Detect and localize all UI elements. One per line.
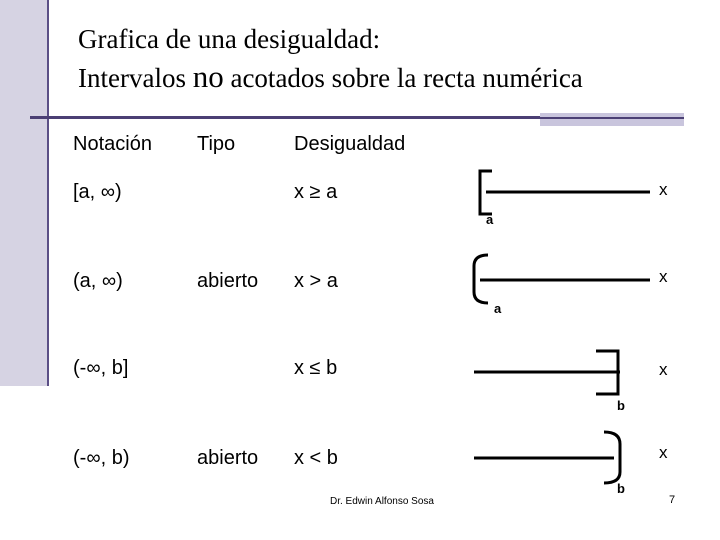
row2-point-label: a: [494, 301, 502, 316]
slide-title: [78, 20, 583, 97]
row2-type: abierto: [197, 270, 259, 292]
row4-point-label: b: [617, 481, 625, 496]
row2-variable-label: x: [659, 267, 668, 286]
row4-notation: (-∞, b): [73, 447, 130, 469]
row3-point-label: b: [617, 398, 625, 413]
header-type: Tipo: [197, 133, 236, 155]
title-emphasis: no: [192, 59, 224, 94]
row2-notation: (a, ∞): [73, 270, 123, 292]
title-line-1: Grafica de una desigualdad:: [78, 24, 381, 54]
row4-number-line: [470, 428, 640, 488]
row3-variable-label: x: [659, 360, 668, 379]
row3-number-line: [470, 345, 640, 405]
header-notation: Notación: [73, 133, 152, 155]
title-line-2: [78, 58, 583, 97]
row4-variable-label: x: [659, 443, 668, 462]
row2-inequality: x > a: [294, 270, 338, 292]
left-accent-bar: [0, 0, 48, 386]
title-divider-accent-line: [540, 117, 684, 119]
row1-notation: [a, ∞): [73, 181, 122, 203]
row4-type: abierto: [197, 447, 259, 469]
row3-inequality: x ≤ b: [294, 357, 338, 379]
row4-inequality: x < b: [294, 447, 338, 469]
header-inequality: Desigualdad: [294, 133, 406, 155]
title-line-2-end: acotados sobre la recta numérica: [223, 63, 583, 93]
row3-notation: (-∞, b]: [73, 357, 129, 379]
row2-number-line: [460, 250, 680, 310]
title-line-2-start: Intervalos: [78, 63, 193, 93]
row1-variable-label: x: [659, 180, 668, 199]
title-divider-rule: [30, 116, 540, 119]
row1-inequality: x ≥ a: [294, 181, 338, 203]
left-accent-line: [47, 0, 49, 386]
footer-author: Dr. Edwin Alfonso Sosa: [330, 496, 434, 507]
title-divider-accent: [540, 113, 684, 126]
page-number: 7: [669, 494, 676, 506]
row1-point-label: a: [486, 212, 494, 227]
